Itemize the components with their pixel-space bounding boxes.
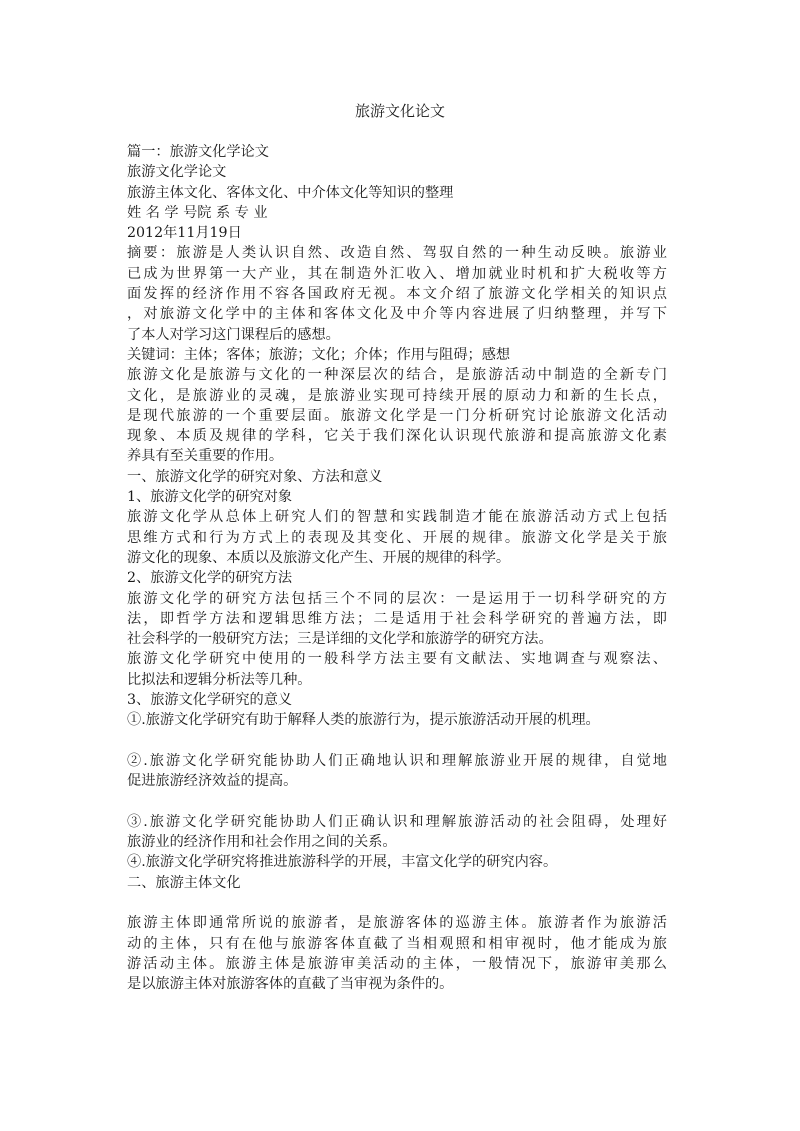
text-line: 法，即哲学方法和逻辑思维方法；二是适用于社会科学研究的普遍方法，即 <box>127 610 667 627</box>
text-line: 游活动主体。旅游主体是旅游审美活动的主体，一般情况下，旅游审美那么 <box>127 955 667 972</box>
text-line: 比拟法和逻辑分析法等几种。 <box>127 671 312 688</box>
text-line: 旅游主体即通常所说的旅游者，是旅游客体的巡游主体。旅游者作为旅游活 <box>127 915 667 932</box>
text-line: 旅游文化学论文 <box>127 164 227 181</box>
text-line: 旅游文化学的研究方法包括三个不同的层次：一是运用于一切科学研究的方 <box>127 590 667 607</box>
text-line: 旅游业的经济作用和社会作用之间的关系。 <box>127 834 397 851</box>
text-line: ④.旅游文化学研究将推进旅游科学的开展，丰富文化学的研究内容。 <box>127 854 558 871</box>
blank-line <box>127 792 667 812</box>
text-line: 是现代旅游的一个重要层面。旅游文化学是一门分析研究讨论旅游文化活动 <box>127 407 667 424</box>
text-line: 篇一：旅游文化学论文 <box>127 144 269 160</box>
text-line: 旅游文化学从总体上研究人们的智慧和实践制造才能在旅游活动方式上包括 <box>127 509 667 526</box>
text-line: 2、旅游文化学的研究方法 <box>127 570 293 587</box>
text-line: 已成为世界第一大产业，其在制造外汇收入、增加就业时机和扩大税收等方 <box>127 265 667 282</box>
text-line: 姓 名 学 号院 系 专 业 <box>127 204 268 221</box>
text-line: 文化，是旅游业的灵魂，是旅游业实现可持续开展的原动力和新的生长点， <box>127 387 667 404</box>
blank-line <box>127 731 667 751</box>
text-line: ②.旅游文化学研究能协助人们正确地认识和理解旅游业开展的规律，自觉地 <box>127 752 667 769</box>
text-line: 关键词：主体；客体；旅游；文化；介体；作用与阻碍；感想 <box>127 346 511 363</box>
blank-line <box>127 893 667 913</box>
text-line: 养具有至关重要的作用。 <box>127 448 284 465</box>
text-line: 3、旅游文化学研究的意义 <box>127 692 293 709</box>
text-line: 是以旅游主体对旅游客体的直截了当审视为条件的。 <box>127 976 454 993</box>
text-line: ③.旅游文化学研究能协助人们正确认识和理解旅游活动的社会阻碍，处理好 <box>127 813 667 830</box>
text-line: 摘要：旅游是人类认识自然、改造自然、驾驭自然的一种生动反映。旅游业 <box>127 245 667 262</box>
text-line: 了本人对学习这门课程后的感想。 <box>127 326 340 343</box>
text-line: ①.旅游文化学研究有助于解释人类的旅游行为，提示旅游活动开展的机理。 <box>127 712 600 729</box>
text-line: 旅游主体文化、客体文化、中介体文化等知识的整理 <box>127 184 454 201</box>
text-line: 旅游文化是旅游与文化的一种深层次的结合，是旅游活动中制造的全新专门 <box>127 367 667 384</box>
document-title: 旅游文化论文 <box>354 102 445 120</box>
text-line: 游文化的现象、本质以及旅游文化产生、开展的规律的科学。 <box>127 549 511 566</box>
text-line: 二、旅游主体文化 <box>127 874 241 891</box>
text-line: 动的主体，只有在他与旅游客体直截了当相观照和相审视时，他才能成为旅 <box>127 935 667 952</box>
text-line: 社会科学的一般研究方法；三是详细的文化学和旅游学的研究方法。 <box>127 631 553 648</box>
text-line: 一、旅游文化学的研究对象、方法和意义 <box>127 468 383 485</box>
text-line: 1、旅游文化学的研究对象 <box>127 489 293 506</box>
text-line: ，对旅游文化学中的主体和客体文化及中介等内容进展了归纳整理，并写下 <box>127 306 667 323</box>
text-line: 旅游文化学研究中使用的一般科学方法主要有文献法、实地调查与观察法、 <box>127 651 667 668</box>
text-line: 2012年11月19日 <box>127 225 242 242</box>
text-line: 促进旅游经济效益的提高。 <box>127 773 298 790</box>
text-line: 现象、本质及规律的学科，它关于我们深化认识现代旅游和提高旅游文化素 <box>127 428 667 445</box>
text-line: 思维方式和行为方式上的表现及其变化、开展的规律。旅游文化学是关于旅 <box>127 529 667 546</box>
text-line: 面发挥的经济作用不容各国政府无视。本文介绍了旅游文化学相关的知识点 <box>127 286 667 303</box>
document-body <box>127 142 667 994</box>
